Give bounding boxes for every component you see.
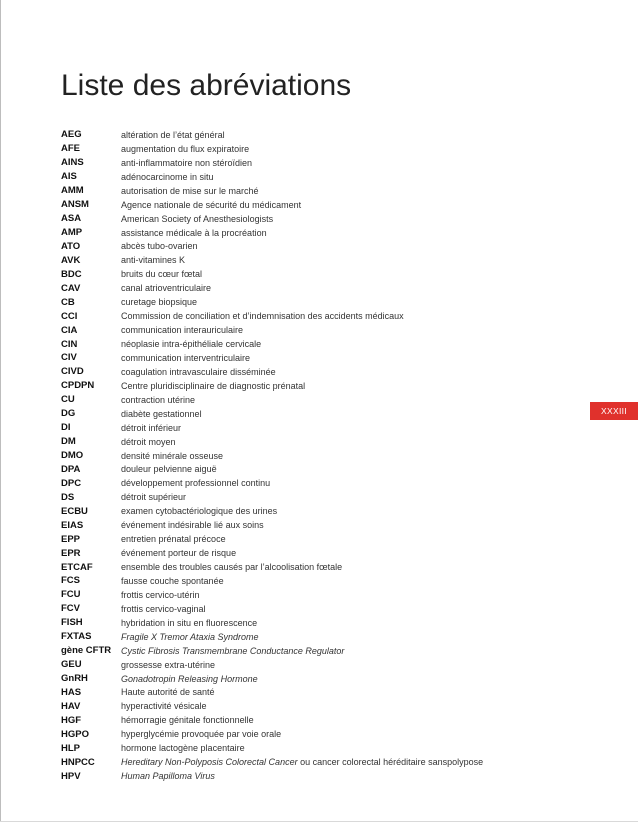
abbreviation-definition [121,548,236,558]
definition-segment: douleur pelvienne aiguë [121,464,217,475]
abbreviation-row [61,560,601,574]
abbreviation-row [61,253,601,267]
abbreviation-row [61,309,601,323]
page-number-tab: XXXIII [590,402,638,420]
abbreviation-term: CPDPN [61,380,95,392]
abbreviation-row [61,532,601,546]
abbreviation-row [61,421,601,435]
abbreviation-term: AIS [61,171,77,183]
abbreviation-term: CAV [61,282,81,294]
abbreviation-term: CIN [61,338,78,350]
abbreviation-definition [121,478,270,488]
abbreviation-term: CIVD [61,366,84,378]
abbreviation-term: BDC [61,268,82,280]
definition-segment: développement professionnel continu [121,478,271,489]
abbreviation-term: GEU [61,659,82,671]
abbreviation-term: EIAS [61,519,84,531]
abbreviation-term: DMO [61,450,84,462]
abbreviation-definition [121,269,202,279]
abbreviation-term: CCI [61,310,78,322]
abbreviation-row [61,407,601,421]
definition-segment: communication interauriculaire [121,325,244,336]
abbreviation-row [61,755,601,769]
abbreviation-term: DG [61,408,76,420]
abbreviation-definition [121,409,202,419]
abbreviation-term: EPR [61,547,81,559]
abbreviation-term: AEG [61,129,82,141]
abbreviation-row [61,727,601,741]
definition-segment: densité minérale osseuse [121,450,224,461]
abbreviation-definition [121,130,225,140]
abbreviation-term: DI [61,422,71,434]
page-left-border [0,0,1,822]
abbreviation-row [61,699,601,713]
abbreviation-row [61,644,601,658]
definition-segment: ensemble des troubles causés par l’alcoolisation fœtale [121,562,343,573]
definition-segment: contraction utérine [121,394,196,405]
definition-segment: événement porteur de risque [121,548,237,559]
abbreviation-term: HAV [61,700,81,712]
abbreviation-row [61,449,601,463]
abbreviation-term: HNPCC [61,756,95,768]
definition-segment: assistance médicale à la procréation [121,227,267,238]
definition-segment: Commission de conciliation et d’indemnisation des accidents médicaux [121,311,404,322]
abbreviation-list [61,128,601,783]
abbreviation-term: DPA [61,463,81,475]
definition-segment: hormone lactogène placentaire [121,743,245,754]
abbreviation-definition [121,395,195,405]
definition-segment: canal atrioventriculaire [121,283,212,294]
abbreviation-row [61,379,601,393]
definition-segment: diabète gestationnel [121,408,202,419]
abbreviation-term: FCV [61,603,80,615]
abbreviation-definition [121,325,243,335]
abbreviation-definition [121,674,258,684]
definition-segment: grossesse extra-utérine [121,659,216,670]
abbreviation-term: HGPO [61,728,89,740]
abbreviation-definition [121,172,214,182]
definition-segment: néoplasie intra-épithéliale cervicale [121,339,262,350]
abbreviation-row [61,393,601,407]
definition-segment: hyperglycémie provoquée par voie orale [121,729,282,740]
definition-segment: entretien prénatal précoce [121,534,226,545]
abbreviation-term: AINS [61,157,84,169]
abbreviation-row [61,226,601,240]
abbreviation-definition [121,604,206,614]
definition-segment: frottis cervico-utérin [121,589,200,600]
abbreviation-row [61,602,601,616]
abbreviation-definition [121,297,197,307]
abbreviation-definition [121,646,344,656]
abbreviation-row [61,184,601,198]
definition-segment: communication interventriculaire [121,352,251,363]
abbreviation-definition [121,451,223,461]
abbreviation-row [61,267,601,281]
abbreviation-term: CU [61,394,75,406]
abbreviation-row [61,295,601,309]
abbreviation-definition [121,241,198,251]
abbreviation-term: FCS [61,575,80,587]
abbreviation-term: CIA [61,324,78,336]
abbreviation-row [61,686,601,700]
abbreviation-definition [121,381,305,391]
abbreviation-term: FCU [61,589,81,601]
abbreviation-term: DM [61,436,76,448]
definition-segment: Fragile X Tremor Ataxia Syndrome [121,631,259,642]
definition-segment: anti-inflammatoire non stéroïdien [121,157,253,168]
abbreviation-row [61,769,601,783]
definition-segment: détroit moyen [121,436,176,447]
abbreviation-row [61,490,601,504]
abbreviation-term: GnRH [61,673,88,685]
definition-segment: abcès tubo-ovarien [121,241,198,252]
abbreviation-definition [121,618,257,628]
abbreviation-row [61,198,601,212]
definition-segment: Gonadotropin Releasing Hormone [121,673,258,684]
abbreviation-term: CIV [61,352,77,364]
abbreviation-row [61,337,601,351]
abbreviation-term: ASA [61,213,82,225]
abbreviation-definition [121,228,267,238]
abbreviation-definition [121,771,215,781]
abbreviation-term: ANSM [61,199,89,211]
definition-segment: augmentation du flux expiratoire [121,143,250,154]
abbreviation-row [61,240,601,254]
abbreviation-term: FISH [61,617,83,629]
abbreviation-row [61,713,601,727]
definition-segment: anti-vitamines K [121,255,186,266]
abbreviation-row [61,476,601,490]
abbreviation-term: ATO [61,240,81,252]
abbreviation-definition [121,562,342,572]
definition-segment: altération de l’état général [121,129,225,140]
abbreviation-definition [121,214,273,224]
definition-segment: Hereditary Non-Polyposis Colorectal Cancer [121,757,298,768]
abbreviation-row [61,323,601,337]
abbreviation-term: AVK [61,254,81,266]
abbreviation-definition [121,660,215,670]
definition-segment: détroit inférieur [121,422,182,433]
abbreviation-definition [121,311,404,321]
abbreviation-row [61,672,601,686]
abbreviation-term: DS [61,491,75,503]
abbreviation-term: DPC [61,477,82,489]
definition-segment: hyperactivité vésicale [121,701,207,712]
definition-segment: coagulation intravasculaire disséminée [121,366,276,377]
abbreviation-definition [121,492,186,502]
abbreviation-definition [121,520,264,530]
abbreviation-row [61,435,601,449]
abbreviation-row [61,588,601,602]
definition-segment: bruits du cœur fœtal [121,269,203,280]
definition-segment: événement indésirable lié aux soins [121,520,264,531]
definition-segment: adénocarcinome in situ [121,171,214,182]
abbreviation-row [61,546,601,560]
abbreviation-definition [121,701,207,711]
abbreviation-term: gène CFTR [61,645,112,657]
abbreviation-definition [121,757,483,767]
abbreviation-term: AMP [61,227,83,239]
definition-segment: Human Papilloma Virus [121,771,215,782]
abbreviation-term: ECBU [61,505,88,517]
abbreviation-definition [121,729,281,739]
abbreviation-term: EPP [61,533,81,545]
definition-segment: American Society of Anesthesiologists [121,213,274,224]
abbreviation-term: HGF [61,714,82,726]
abbreviation-row [61,281,601,295]
abbreviation-definition [121,743,245,753]
definition-segment: ou cancer colorectal héréditaire sanspolypose [297,757,484,768]
definition-segment: Haute autorité de santé [121,687,215,698]
abbreviation-definition [121,687,215,697]
abbreviation-row [61,741,601,755]
definition-segment: frottis cervico-vaginal [121,603,206,614]
abbreviation-row [61,574,601,588]
abbreviation-row [61,658,601,672]
abbreviation-definition [121,158,252,168]
definition-segment: Centre pluridisciplinaire de diagnostic prénatal [121,380,306,391]
abbreviation-term: HLP [61,742,80,754]
abbreviation-row [61,156,601,170]
abbreviation-term: HAS [61,686,82,698]
abbreviation-definition [121,464,217,474]
abbreviation-row [61,142,601,156]
abbreviation-definition [121,576,224,586]
abbreviation-row [61,630,601,644]
definition-segment: Cystic Fibrosis Transmembrane Conductance Regulator [121,645,345,656]
abbreviation-definition [121,632,259,642]
abbreviation-term: AFE [61,143,80,155]
abbreviation-row [61,365,601,379]
abbreviation-definition [121,339,261,349]
abbreviation-definition [121,367,276,377]
abbreviation-definition [121,590,200,600]
abbreviation-term: AMM [61,185,84,197]
definition-segment: hémorragie génitale fonctionnelle [121,715,254,726]
abbreviation-row [61,170,601,184]
abbreviation-row [61,504,601,518]
abbreviation-definition [121,534,226,544]
abbreviation-row [61,463,601,477]
abbreviation-term: FXTAS [61,631,92,643]
abbreviation-term: HPV [61,770,81,782]
abbreviation-row [61,616,601,630]
definition-segment: examen cytobactériologique des urines [121,506,278,517]
abbreviation-definition [121,186,259,196]
page-title: Liste des abréviations [61,69,352,102]
definition-segment: hybridation in situ en fluorescence [121,617,258,628]
abbreviation-term: CB [61,296,75,308]
definition-segment: curetage biopsique [121,297,198,308]
abbreviation-definition [121,283,211,293]
abbreviation-definition [121,423,181,433]
abbreviation-definition [121,144,249,154]
abbreviation-row [61,212,601,226]
abbreviation-definition [121,200,301,210]
abbreviation-definition [121,715,254,725]
definition-segment: détroit supérieur [121,492,187,503]
abbreviation-definition [121,506,277,516]
abbreviation-row [61,518,601,532]
abbreviation-row [61,351,601,365]
definition-segment: autorisation de mise sur le marché [121,185,259,196]
abbreviation-term: ETCAF [61,561,93,573]
abbreviation-definition [121,437,176,447]
abbreviation-definition [121,353,250,363]
abbreviation-row [61,128,601,142]
definition-segment: fausse couche spontanée [121,575,224,586]
definition-segment: Agence nationale de sécurité du médicament [121,199,302,210]
abbreviation-definition [121,255,185,265]
